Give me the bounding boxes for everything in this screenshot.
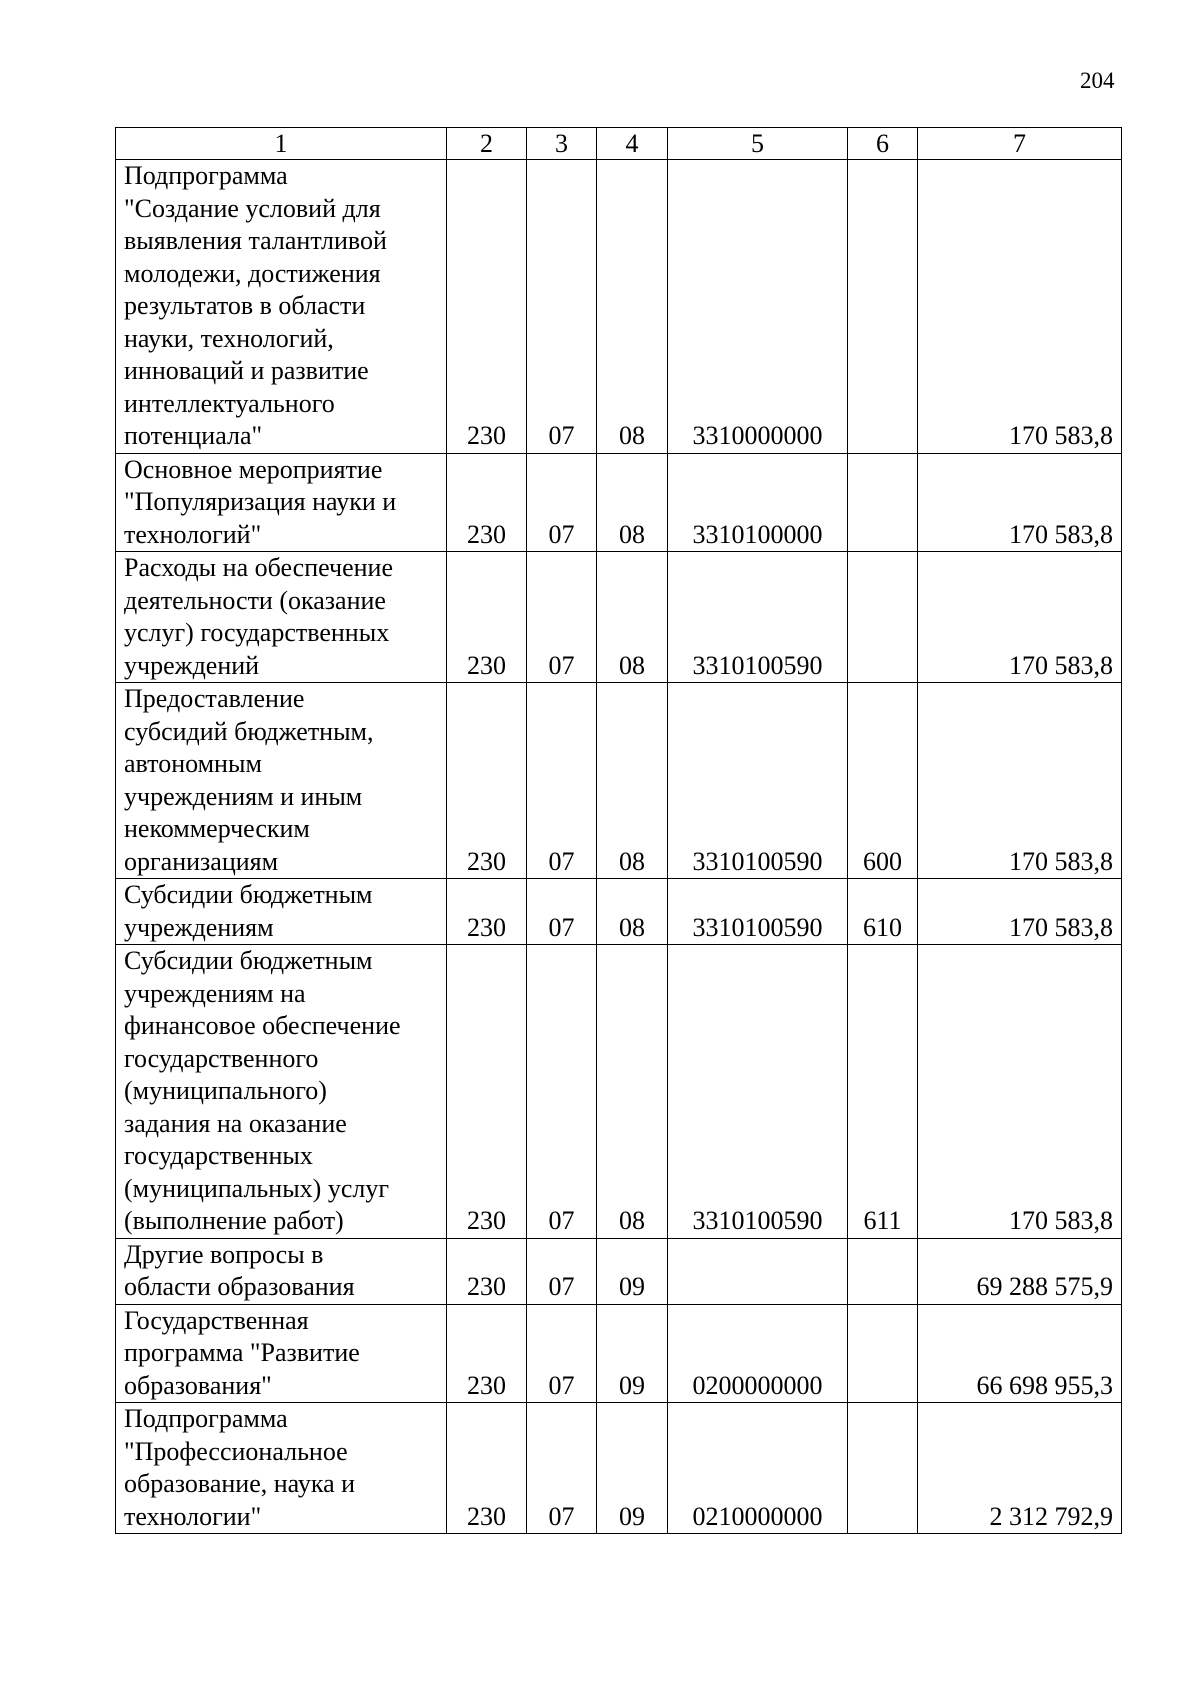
section-code-cell: 07 (527, 160, 597, 454)
row-name-cell (116, 683, 447, 879)
expense-type-cell (848, 160, 918, 454)
row-name-line: "Профессиональное (124, 1436, 348, 1466)
admin-code-cell: 230 (447, 160, 527, 454)
header-row (116, 128, 1122, 160)
admin-code-cell: 230 (447, 1238, 527, 1304)
target-article-cell: 3310100590 (668, 683, 848, 879)
amount-cell: 170 583,8 (918, 683, 1122, 879)
target-article-cell: 3310100590 (668, 552, 848, 683)
row-name-line: образование, наука и (124, 1469, 356, 1498)
row-name-line: области образования (124, 1272, 355, 1301)
amount-cell: 170 583,8 (918, 945, 1122, 1239)
amount-cell: 2 312 792,9 (918, 1403, 1122, 1534)
target-article-cell: 0210000000 (668, 1403, 848, 1534)
table-body (116, 160, 1122, 1534)
row-name-line: программа "Развитие (124, 1338, 360, 1367)
row-name-line: Расходы на обеспечение (124, 553, 394, 582)
expense-type-cell: 610 (848, 879, 918, 945)
page-number: 204 (1080, 68, 1115, 93)
expense-type-cell (848, 1403, 918, 1534)
column-header: 4 (597, 128, 668, 160)
row-name-line: задания на оказание (124, 1108, 347, 1138)
row-name-line: автономным (124, 749, 262, 778)
section-code-cell: 07 (527, 879, 597, 945)
section-code-cell: 07 (527, 945, 597, 1239)
subsection-code-cell: 09 (597, 1403, 668, 1534)
row-name-line: некоммерческим (124, 814, 310, 843)
row-name-line: субсидий бюджетным, (124, 716, 374, 746)
row-name-line: Основное мероприятие (124, 454, 383, 484)
row-name-line: результатов в области (124, 291, 366, 320)
target-article-cell: 3310000000 (668, 160, 848, 454)
row-name-line: учреждениям и иным (124, 781, 363, 811)
table-row (116, 683, 1122, 879)
table-row (116, 1304, 1122, 1403)
row-name-cell (116, 552, 447, 683)
row-name-line: интеллектуального (124, 388, 335, 418)
subsection-code-cell: 08 (597, 453, 668, 552)
admin-code-cell: 230 (447, 683, 527, 879)
admin-code-cell: 230 (447, 945, 527, 1239)
section-code-cell: 07 (527, 1403, 597, 1534)
subsection-code-cell: 09 (597, 1238, 668, 1304)
amount-cell: 170 583,8 (918, 453, 1122, 552)
row-name-line: молодежи, достижения (124, 258, 381, 288)
row-name-line: Субсидии бюджетным (124, 880, 373, 909)
subsection-code-cell: 08 (597, 945, 668, 1239)
subsection-code-cell: 08 (597, 160, 668, 454)
row-name-line: финансовое обеспечение (124, 1011, 401, 1040)
target-article-cell (668, 1238, 848, 1304)
row-name-line: Другие вопросы в (124, 1239, 324, 1269)
budget-table (115, 127, 1122, 1534)
row-name-cell (116, 945, 447, 1239)
row-name-line: учреждениям на (124, 978, 306, 1008)
row-name-line: "Популяризация науки и (124, 487, 397, 516)
row-name-cell (116, 453, 447, 552)
row-name-line: образования" (124, 1370, 272, 1400)
admin-code-cell: 230 (447, 453, 527, 552)
row-name-line: государственных (124, 1141, 313, 1170)
expense-type-cell (848, 1238, 918, 1304)
row-name-cell (116, 1304, 447, 1403)
target-article-cell: 0200000000 (668, 1304, 848, 1403)
amount-cell: 170 583,8 (918, 879, 1122, 945)
row-name-line: (выполнение работ) (124, 1206, 344, 1235)
row-name-cell (116, 879, 447, 945)
column-header: 1 (116, 128, 447, 160)
subsection-code-cell: 09 (597, 1304, 668, 1403)
section-code-cell: 07 (527, 1304, 597, 1403)
section-code-cell: 07 (527, 683, 597, 879)
admin-code-cell: 230 (447, 879, 527, 945)
row-name-line: Подпрограмма (124, 161, 288, 190)
row-name-line: выявления талантливой (124, 226, 387, 255)
table-row (116, 1403, 1122, 1534)
expense-type-cell: 600 (848, 683, 918, 879)
subsection-code-cell: 08 (597, 552, 668, 683)
amount-cell: 66 698 955,3 (918, 1304, 1122, 1403)
target-article-cell: 3310100590 (668, 879, 848, 945)
row-name-line: (муниципального) (124, 1076, 327, 1105)
row-name-line: инноваций и развитие (124, 356, 369, 385)
subsection-code-cell: 08 (597, 683, 668, 879)
expense-type-cell: 611 (848, 945, 918, 1239)
row-name-line: технологии" (124, 1501, 262, 1531)
row-name-line: (муниципальных) услуг (124, 1173, 390, 1203)
target-article-cell: 3310100000 (668, 453, 848, 552)
row-name-line: учреждений (124, 650, 260, 680)
table-row (116, 879, 1122, 945)
row-name-line: Субсидии бюджетным (124, 946, 373, 975)
row-name-line: технологий" (124, 519, 262, 549)
column-header: 5 (668, 128, 848, 160)
row-name-cell (116, 1238, 447, 1304)
row-name-line: потенциала" (124, 421, 263, 450)
row-name-cell (116, 160, 447, 454)
section-code-cell: 07 (527, 1238, 597, 1304)
expense-type-cell (848, 453, 918, 552)
row-name-line: государственного (124, 1043, 319, 1073)
table-row (116, 453, 1122, 552)
subsection-code-cell: 08 (597, 879, 668, 945)
row-name-cell (116, 1403, 447, 1534)
row-name-line: Подпрограмма (124, 1404, 288, 1433)
row-name-line: Предоставление (124, 684, 305, 713)
admin-code-cell: 230 (447, 552, 527, 683)
target-article-cell: 3310100590 (668, 945, 848, 1239)
amount-cell: 170 583,8 (918, 160, 1122, 454)
table-row (116, 160, 1122, 454)
row-name-line: учреждениям (124, 912, 274, 942)
row-name-line: Государственная (124, 1305, 309, 1335)
section-code-cell: 07 (527, 453, 597, 552)
column-header: 3 (527, 128, 597, 160)
table-row (116, 945, 1122, 1239)
amount-cell: 69 288 575,9 (918, 1238, 1122, 1304)
column-header: 2 (447, 128, 527, 160)
row-name-line: науки, технологий, (124, 323, 334, 353)
row-name-line: организациям (124, 846, 279, 876)
admin-code-cell: 230 (447, 1304, 527, 1403)
expense-type-cell (848, 1304, 918, 1403)
column-header: 6 (848, 128, 918, 160)
column-header: 7 (918, 128, 1122, 160)
admin-code-cell: 230 (447, 1403, 527, 1534)
expense-type-cell (848, 552, 918, 683)
row-name-line: деятельности (оказание (124, 585, 386, 615)
amount-cell: 170 583,8 (918, 552, 1122, 683)
table-row (116, 1238, 1122, 1304)
row-name-line: "Создание условий для (124, 193, 381, 223)
section-code-cell: 07 (527, 552, 597, 683)
row-name-line: услуг) государственных (124, 618, 390, 647)
table-row (116, 552, 1122, 683)
